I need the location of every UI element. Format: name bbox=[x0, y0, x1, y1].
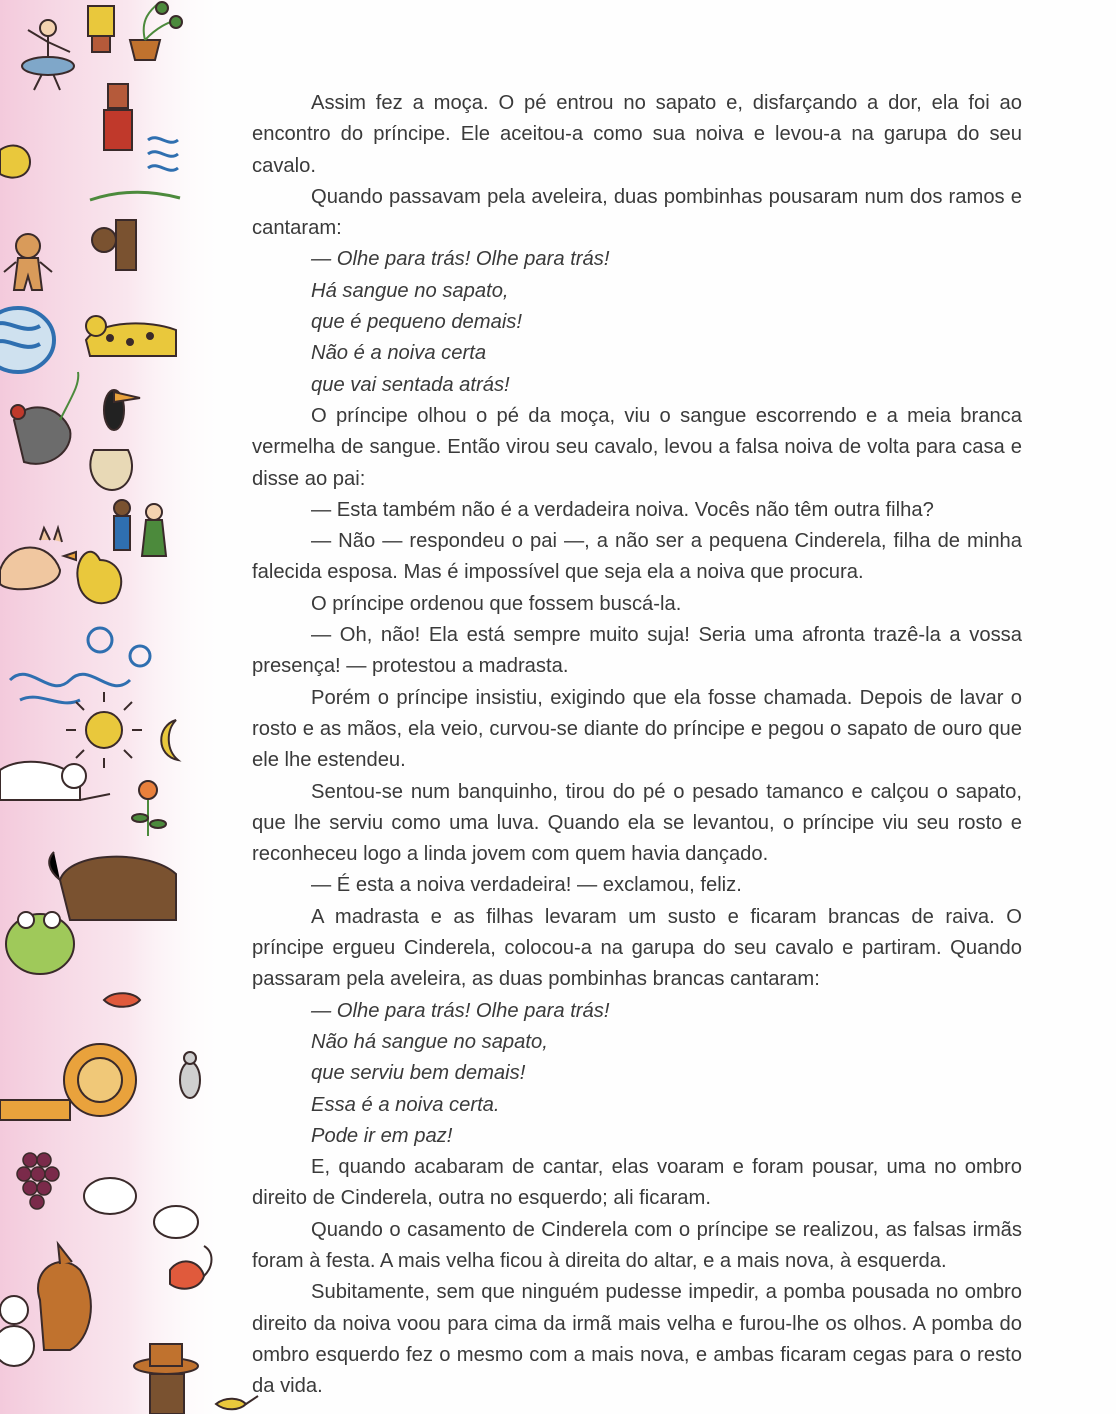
frog-doodle bbox=[6, 912, 74, 974]
story-text-column bbox=[252, 88, 1022, 1402]
vase-doodle bbox=[90, 450, 132, 490]
verse-line: Há sangue no sapato, bbox=[311, 279, 509, 302]
swirl-doodle bbox=[0, 308, 54, 372]
verse-line: — Olhe para trás! Olhe para trás! bbox=[311, 999, 610, 1022]
story-paragraph: A madrasta e as filhas levaram um susto e ficaram brancas de raiva. O príncipe ergueu Cinderela, colocou-a na garupa do seu cavalo e partiram. Quando passaram pela aveleira, as duas pombinhas brancas cantaram: bbox=[252, 905, 1022, 991]
verse-line: que serviu bem demais! bbox=[311, 1062, 526, 1085]
story-paragraph: — É esta a noiva verdadeira! — exclamou, feliz. bbox=[311, 874, 742, 897]
fish-doodle bbox=[0, 146, 30, 178]
story-paragraph: Quando passavam pela aveleira, duas pombinhas pousaram num dos ramos e cantaram: bbox=[252, 185, 1022, 240]
story-paragraph: Sentou-se num banquinho, tirou do pé o pesado tamanco e calçou o sapato, que lhe serviu como uma luva. Quando ela se levantou, o príncipe viu seu rosto e reconheceu logo a linda jovem com quem havia dançado. bbox=[252, 780, 1022, 866]
verse-line: Não há sangue no sapato, bbox=[311, 1030, 548, 1053]
story-paragraph: — Esta também não é a verdadeira noiva. Vocês não têm outra filha? bbox=[311, 498, 934, 521]
doodle-border-art bbox=[0, 0, 265, 1414]
story-paragraph: — Não — respondeu o pai —, a não ser a pequena Cinderela, filha de minha falecida esposa. Mas é impossível que seja ela a noiva que procura. bbox=[252, 530, 1022, 584]
story-paragraph: Assim fez a moça. O pé entrou no sapato e, disfarçando a dor, ela foi ao encontro do príncipe. Ele aceitou-a como sua noiva e levou-a na garupa do seu cavalo. bbox=[252, 92, 1022, 177]
verse-line: — Olhe para trás! Olhe para trás! bbox=[311, 248, 610, 271]
verse-line: que é pequeno demais! bbox=[311, 311, 523, 334]
story-paragraph: E, quando acabaram de cantar, elas voaram e foram pousar, uma no ombro direito de Cinderela, outra no esquerdo; ali ficaram. bbox=[252, 1156, 1022, 1210]
verse-line: Pode ir em paz! bbox=[311, 1124, 453, 1147]
story-paragraph: Subitamente, sem que ninguém pudesse impedir, a pomba pousada no ombro direito da noiva voou para cima da irmã mais velha e furou-lhe os olhos. A pomba do ombro esquerdo fez o mesmo com a mais nova, e ambas ficaram cegas para o resto da vida. bbox=[252, 1281, 1022, 1398]
illustrated-border bbox=[0, 0, 265, 1414]
verse-line: que vai sentada atrás! bbox=[311, 373, 510, 396]
story-paragraph: O príncipe ordenou que fossem buscá-la. bbox=[311, 592, 682, 615]
story-paragraph: Porém o príncipe insistiu, exigindo que ela fosse chamada. Depois de lavar o rosto e as mãos, ela veio, curvou-se diante do príncipe e pegou o sapato de ouro que ele lhe estendeu. bbox=[252, 686, 1022, 772]
story-paragraph: — Oh, não! Ela está sempre muito suja! Seria uma afronta trazê-la a vossa presença! — protestou a madrasta. bbox=[252, 624, 1022, 678]
story-paragraph: Quando o casamento de Cinderela com o príncipe se realizou, as falsas irmãs foram à festa. A mais velha ficou à direita do altar, e a mais nova, à esquerda. bbox=[252, 1218, 1022, 1272]
small-fish-doodle bbox=[104, 993, 140, 1007]
verse-line: Não é a noiva certa bbox=[311, 342, 487, 365]
verse-line: Essa é a noiva certa. bbox=[311, 1093, 500, 1116]
story-paragraph: O príncipe olhou o pé da moça, viu o sangue escorrendo e a meia branca vermelha de sangue. Então virou seu cavalo, levou a falsa noiva de volta para casa e disse ao pai: bbox=[252, 404, 1022, 490]
